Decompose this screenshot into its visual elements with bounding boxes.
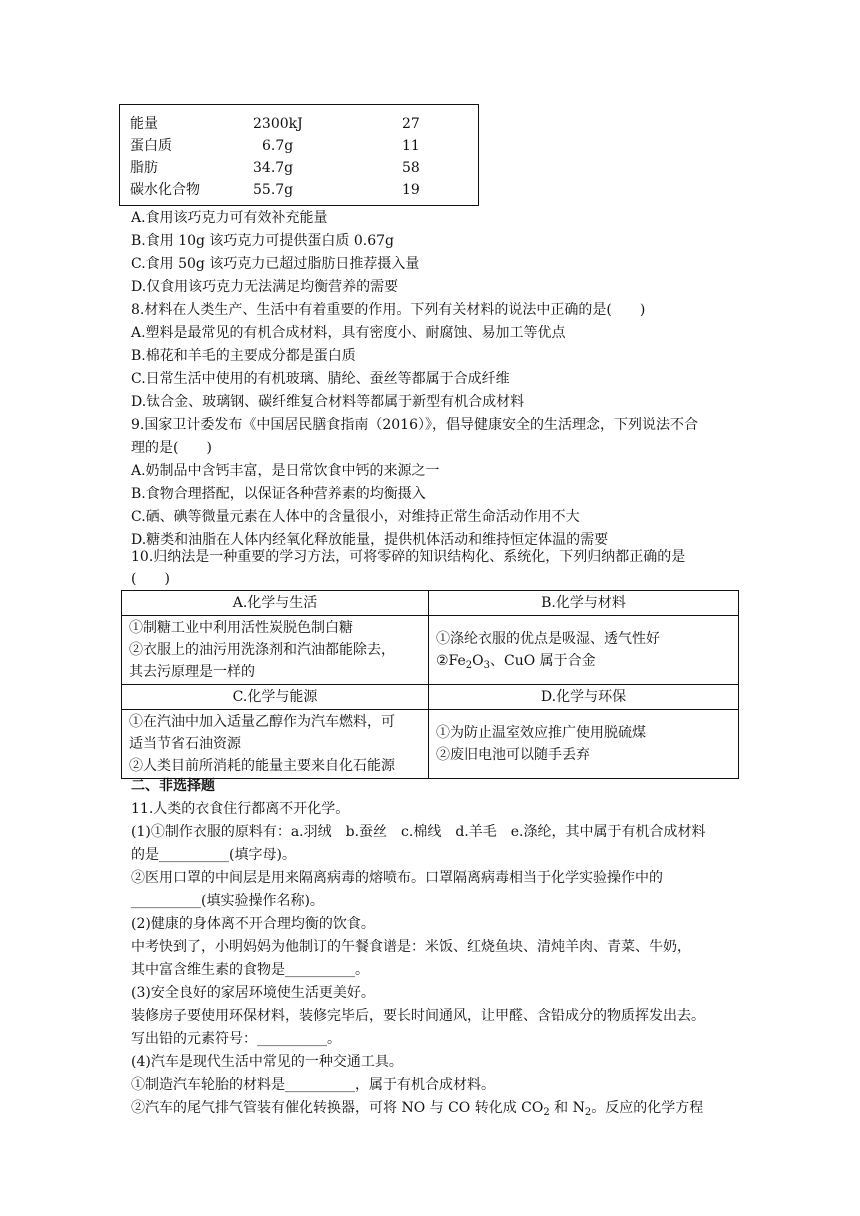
- q11-part3-text: 装修房子要使用环保材料，装修完毕后，要长时间通风，让甲醛、含铅成分的物质挥发出去。: [131, 1008, 705, 1024]
- q11-part3: (3)安全良好的家居环境使生活更美好。: [131, 985, 375, 1001]
- q11-part1-sub2: ②医用口罩的中间层是用来隔离病毒的熔喷布。口罩隔离病毒相当于化学实验操作中的: [131, 870, 663, 886]
- nutrition-item: 碳水化合物: [130, 182, 200, 198]
- q10-cell-d-line: ②废旧电池可以随手丢弃: [436, 747, 590, 763]
- q8-option-a: A.塑料是最常见的有机合成材料，具有密度小、耐腐蚀、易加工等优点: [131, 325, 566, 341]
- formula-text: ②汽车的尾气排气管装有催化转换器，可将 NO 与 CO 转化成 CO: [131, 1100, 544, 1116]
- formula-text: 。反应的化学方程: [591, 1100, 704, 1116]
- section-title: 二、非选择题: [131, 778, 215, 794]
- q11-part2: (2)健康的身体离不开合理均衡的饮食。: [131, 916, 375, 932]
- nutrition-amount: 6.7g: [262, 138, 294, 154]
- q10-cell-c: [122, 710, 429, 779]
- nutrition-item: 蛋白质: [130, 138, 172, 154]
- nutrition-item: 脂肪: [130, 160, 158, 176]
- q7-option-a: A.食用该巧克力可有效补充能量: [131, 210, 328, 226]
- q9-option-c: C.硒、碘等微量元素在人体中的含量很小，对维持正常生命活动作用不大: [131, 509, 580, 525]
- q10-cell-c-line: 适当节省石油资源: [129, 736, 241, 752]
- nutrition-amount: 34.7g: [253, 160, 294, 176]
- q11-part4-sub2: [131, 1097, 703, 1119]
- nutrition-table: [119, 104, 479, 206]
- q10-cell-c-line: ①在汽油中加入适量乙醇作为汽车燃料，可: [129, 714, 395, 730]
- q10-cell-b-line: ①涤纶衣服的优点是吸湿、透气性好: [436, 631, 660, 647]
- q9-option-b: B.食物合理搭配，以保证各种营养素的均衡摄入: [131, 486, 426, 502]
- q10-header-c: C.化学与能源: [122, 685, 429, 710]
- q7-option-b: B.食用 10g 该巧克力可提供蛋白质 0.67g: [131, 233, 394, 249]
- q10-stem: 10.归纳法是一种重要的学习方法，可将零碎的知识结构化、系统化，下列归纳都正确的是: [131, 549, 686, 565]
- formula-text: ②Fe: [436, 653, 466, 669]
- q10-cell-a-line: ①制糖工业中利用活性炭脱色制白糖: [129, 620, 353, 636]
- q9-option-d: D.糖类和油脂在人体内经氧化释放能量，提供机体活动和维持恒定体温的需要: [131, 532, 609, 548]
- formula-subscript: 2: [584, 1107, 592, 1118]
- q7-option-d: D.仅食用该巧克力无法满足均衡营养的需要: [131, 279, 399, 295]
- q10-header-a: A.化学与生活: [122, 591, 429, 616]
- q11-part1: (1)①制作衣服的原料有：a.羽绒 b.蚕丝 c.棉线 d.羊毛 e.涤纶，其中属于有机合成材料: [131, 824, 706, 840]
- q11-part4-sub1: ①制造汽车轮胎的材料是__________，属于有机合成材料。: [131, 1077, 495, 1093]
- q10-cell-d: [429, 710, 739, 779]
- formula-subscript: 2: [465, 660, 473, 671]
- q10-header-d: D.化学与环保: [429, 685, 739, 710]
- nutrition-amount: 2300kJ: [253, 116, 303, 132]
- q8-option-b: B.棉花和羊毛的主要成分都是蛋白质: [131, 348, 356, 364]
- nutrition-amount: 55.7g: [253, 182, 294, 198]
- formula-text: 和 N: [549, 1100, 585, 1116]
- q8-stem: 8.材料在人类生产、生活中有着重要的作用。下列有关材料的说法中正确的是( ): [131, 302, 646, 318]
- q10-header-b: B.化学与材料: [429, 591, 739, 616]
- q10-cell-a-line: ②衣服上的油污用洗涤剂和汽油都能除去，: [129, 642, 395, 658]
- q9-stem: 9.国家卫计委发布《中国居民膳食指南（2016）》，倡导健康安全的生活理念，下列说法不合: [131, 417, 698, 433]
- formula-text: 、CuO 属于合金: [490, 653, 596, 669]
- formula-subscript: 3: [483, 660, 491, 671]
- q10-cell-a-line: 其去污原理是一样的: [129, 664, 255, 680]
- q11-part1-cont: 的是__________(填字母)。: [131, 847, 296, 863]
- q10-cell-b: [429, 616, 739, 685]
- q8-option-d: D.钛合金、玻璃钢、碳纤维复合材料等都属于新型有机合成材料: [131, 394, 525, 410]
- formula-text: O: [472, 653, 484, 669]
- q10-stem-cont: ( ): [131, 571, 170, 587]
- q9-stem-cont: 理的是( ): [131, 440, 212, 456]
- nutrition-percent: 11: [402, 138, 420, 154]
- nutrition-percent: 19: [402, 182, 420, 198]
- nutrition-item: 能量: [130, 116, 158, 132]
- q11-part2-text: 中考快到了，小明妈妈为他制订的午餐食谱是：米饭、红烧鱼块、清炖羊肉、青菜、牛奶，: [131, 939, 691, 955]
- q11-part3-text-cont: 写出铅的元素符号：__________。: [131, 1031, 341, 1047]
- q11-part2-text-cont: 其中富含维生素的食物是__________。: [131, 962, 369, 978]
- q11-stem: 11.人类的衣食住行都离不开化学。: [131, 801, 350, 817]
- q9-option-a: A.奶制品中含钙丰富，是日常饮食中钙的来源之一: [131, 463, 440, 479]
- q10-cell-a: [122, 616, 429, 685]
- q10-table: [121, 590, 739, 779]
- q7-option-c: C.食用 50g 该巧克力已超过脂肪日推荐摄入量: [131, 256, 420, 272]
- nutrition-percent: 27: [402, 116, 420, 132]
- formula-subscript: 2: [543, 1107, 550, 1118]
- q10-cell-c-line: ②人类目前所消耗的能量主要来自化石能源: [129, 758, 395, 774]
- q10-cell-b-line-formula: [436, 650, 731, 672]
- q10-cell-d-line: ①为防止温室效应推广使用脱硫煤: [436, 725, 646, 741]
- q11-part4: (4)汽车是现代生活中常见的一种交通工具。: [131, 1054, 403, 1070]
- nutrition-percent: 58: [402, 160, 420, 176]
- q8-option-c: C.日常生活中使用的有机玻璃、腈纶、蚕丝等都属于合成纤维: [131, 371, 510, 387]
- q11-part1-sub2-cont: __________(填实验操作名称)。: [131, 893, 324, 909]
